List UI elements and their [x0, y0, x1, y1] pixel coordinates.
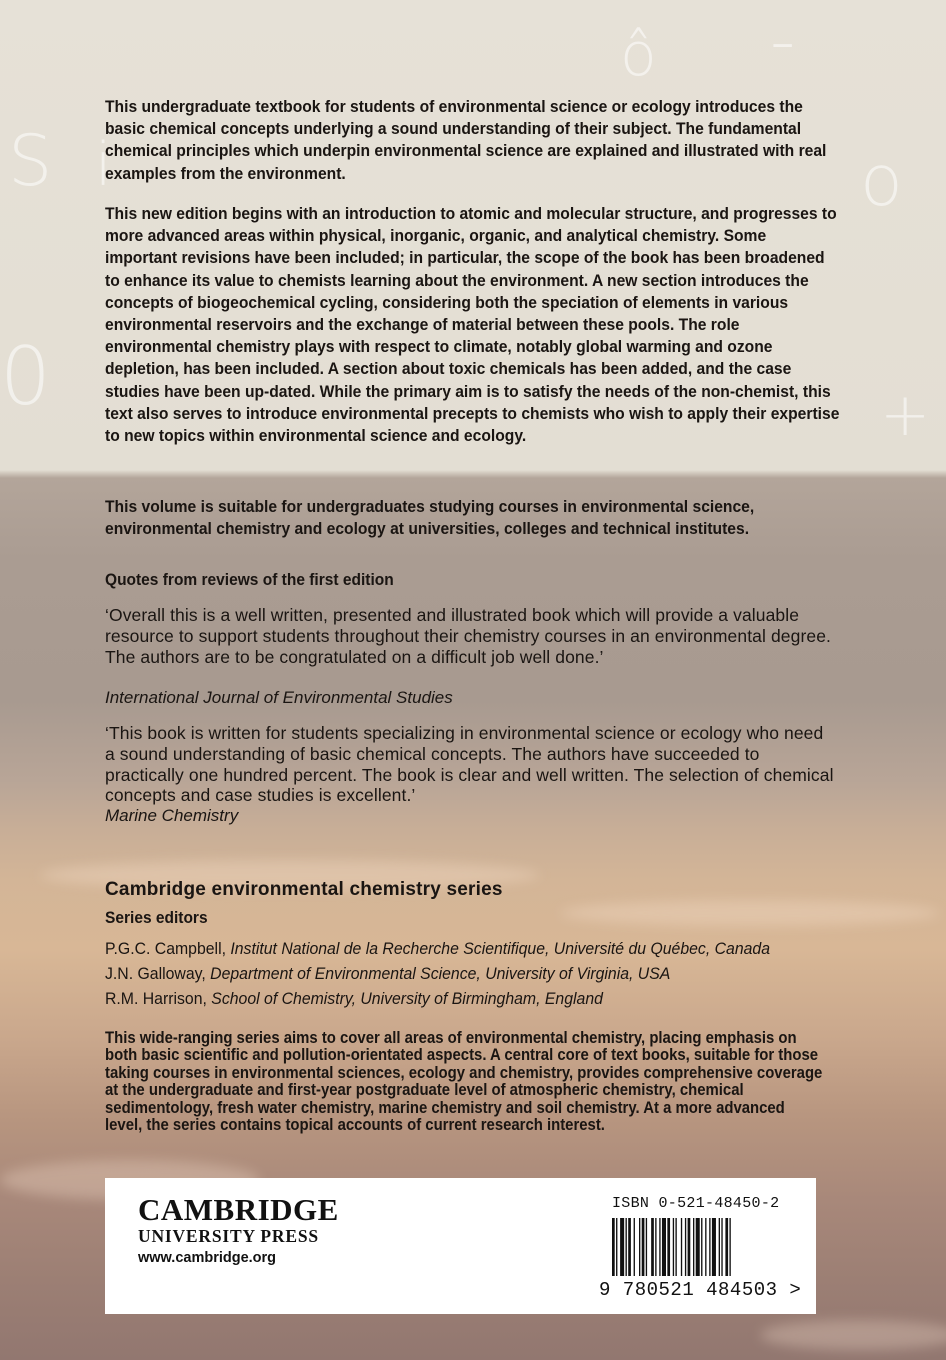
background-glyph: 0 — [0, 330, 51, 423]
barcode-bar — [693, 1218, 694, 1276]
editor-name: R.M. Harrison, — [105, 989, 207, 1008]
editor-affiliation: Institut National de la Recherche Scientifique, Université du Québec, Canada — [230, 939, 770, 958]
review-source: International Journal of Environmental Studies — [105, 688, 453, 707]
background-glyph: o — [860, 140, 903, 222]
series-editor — [105, 939, 770, 959]
barcode-bar — [628, 1218, 631, 1276]
barcode-bar — [675, 1218, 676, 1276]
description-paragraph: This undergraduate textbook for students of environmental science or ecology introduces the basic chemical concepts underlying a sound understanding of their subject. The fundamental chemical principles which underpin environmental science are explained and illustrated with real examples from the environment. — [105, 97, 827, 183]
background-glyph: + — [880, 380, 931, 450]
background-glyph: S — [8, 120, 53, 202]
review-quote: ‘Overall this is a well written, presented and illustrated book which will provide a valuable resource to support students throughout their chemistry courses in an environmental degree. The authors are to be congratulated on a difficult job well done.’ — [105, 605, 832, 667]
barcode-bar — [662, 1218, 666, 1276]
description-paragraph: This new edition begins with an introduction to atomic and molecular structure, and progresses to more advanced areas within physical, inorganic, organic, and analytical chemistry. Some important revisions have been included; in particular, the scope of the book has been broadened to enhance its value to chemists learning about the environment. A new section introduces the concepts of biogeochemical cycling, considering both the speciation of elements in various environmental reservoirs and the exchange of material between these pools. The role environmental chemistry plays with respect to climate, notably global warming and ozone depletion, has been included. A section about toxic chemicals has been added, and the case studies have been up-dated. While the primary aim is to satisfy the needs of the non-chemist, this text also serves to introduce environmental precepts to chemists who wish to apply their expertise to new topics within environmental science and ecology. — [105, 204, 840, 446]
series-editor — [105, 964, 670, 984]
barcode-icon — [612, 1218, 812, 1276]
background-glyph: i — [95, 130, 112, 200]
barcode-bar — [651, 1218, 654, 1276]
barcode-bar — [626, 1218, 627, 1276]
isbn-label: ISBN 0-521-48450-2 — [612, 1195, 780, 1212]
barcode-bar — [673, 1218, 674, 1276]
barcode-bar — [634, 1218, 635, 1276]
cloud-wisp — [560, 900, 940, 926]
description-paragraph: This volume is suitable for undergraduates studying courses in environmental science, environmental chemistry and ecology at universities, colleges and technical institutes. — [105, 497, 755, 539]
background-glyph: - — [770, 0, 796, 82]
barcode-bar — [681, 1218, 682, 1276]
review-source: Marine Chemistry — [105, 806, 239, 825]
barcode-bar — [659, 1218, 660, 1276]
editor-affiliation: School of Chemistry, University of Birmingham, England — [211, 989, 603, 1008]
barcode-bar — [616, 1218, 617, 1276]
barcode-bar — [639, 1218, 640, 1276]
barcode-bar — [646, 1218, 647, 1276]
barcode-bar — [721, 1218, 722, 1276]
barcode-bar — [705, 1218, 706, 1276]
editor-name: P.G.C. Campbell, — [105, 939, 226, 958]
barcode-bar — [701, 1218, 702, 1276]
barcode-bar — [642, 1218, 645, 1276]
barcode-bar — [655, 1218, 656, 1276]
barcode-bar — [729, 1218, 730, 1276]
publisher-url: www.cambridge.org — [138, 1250, 277, 1266]
ean-number: 9 780521 484503 > — [599, 1279, 802, 1301]
barcode-bar — [719, 1218, 720, 1276]
background-glyph: ô — [620, 20, 657, 90]
barcode-bar — [696, 1218, 700, 1276]
reviews-heading: Quotes from reviews of the first edition — [105, 571, 394, 589]
series-editors-label: Series editors — [105, 909, 208, 927]
barcode-bar — [688, 1218, 691, 1276]
barcode-bar — [725, 1218, 728, 1276]
series-title: Cambridge environmental chemistry series — [105, 879, 503, 900]
barcode-bar — [709, 1218, 710, 1276]
barcode-bar — [620, 1218, 624, 1276]
series-description: This wide-ranging series aims to cover all areas of environmental chemistry, placing emphasis on both basic scientific and pollution-orientated aspects. A central core of text books, suitable for those taking courses in environmental sciences, ecology and chemistry, provides comprehensive coverage at the undergraduate and first-year postgraduate level of atmospheric chemistry, chemical sedimentology, fresh water chemistry, marine chemistry and soil chemistry. At a more advanced level, the series contains topical accounts of current research interest. — [105, 1029, 823, 1135]
publisher-logo-subname: UNIVERSITY PRESS — [138, 1226, 319, 1246]
barcode-bar — [667, 1218, 670, 1276]
series-editor — [105, 989, 603, 1009]
barcode-bar — [685, 1218, 686, 1276]
barcode-bar — [712, 1218, 716, 1276]
editor-name: J.N. Galloway, — [105, 964, 206, 983]
publisher-logo-name: CAMBRIDGE — [138, 1192, 339, 1227]
publisher-footer — [105, 1178, 816, 1314]
cloud-wisp — [760, 1320, 946, 1350]
review-quote: ‘This book is written for students specializing in environmental science or ecology who need a sound understanding of basic chemical concepts. The authors have succeeded to practically one hundred percent. The book is clear and well written. The selection of chemical concepts and case studies is excellent.’ — [105, 723, 834, 806]
editor-affiliation: Department of Environmental Science, University of Virginia, USA — [210, 964, 671, 983]
barcode-bar — [612, 1218, 615, 1276]
